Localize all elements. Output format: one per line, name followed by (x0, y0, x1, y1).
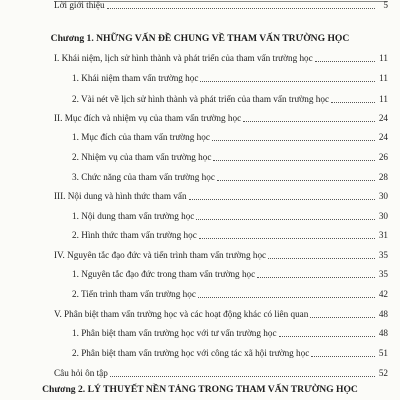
toc-entry-title: 2. Hình thức tham vấn trường học (72, 230, 197, 240)
toc-entry[interactable] (72, 94, 388, 105)
toc-entry[interactable] (54, 309, 388, 320)
toc-entry[interactable] (72, 230, 388, 241)
leader-dots (107, 8, 375, 9)
toc-entry-title: 2. Vài nét về lịch sử hình thành và phát triển của tham vấn trường học (72, 94, 330, 104)
leader-dots (279, 336, 375, 337)
toc-entry-page: 11 (379, 94, 388, 104)
toc-entry-title: I. Khái niệm, lịch sử hình thành và phát triển của tham vấn trường học (54, 53, 313, 63)
toc-entry-intro[interactable] (54, 0, 388, 11)
toc-entry-page: 11 (379, 53, 388, 63)
leader-dots (331, 102, 375, 103)
toc-entry-page: 30 (378, 191, 388, 201)
toc-entry-page: 52 (378, 368, 388, 378)
toc-entry[interactable] (54, 368, 388, 379)
toc-entry[interactable] (72, 132, 388, 143)
toc-entry-page: 5 (383, 0, 388, 10)
toc-entry-title: Lời giới thiệu (54, 0, 105, 10)
chapter-1-heading[interactable]: Chương 1. NHỮNG VẤN ĐỀ CHUNG VỀ THAM VẤN TRƯỜNG HỌC (50, 33, 350, 44)
toc-entry-title: 1. Khái niệm tham vấn trường học (72, 73, 199, 83)
leader-dots (212, 140, 375, 141)
toc-entry-title: Câu hỏi ôn tập (54, 368, 108, 378)
toc-entry[interactable] (54, 250, 388, 261)
leader-dots (196, 219, 375, 220)
leader-dots (257, 277, 375, 278)
toc-entry-page: 42 (378, 289, 388, 299)
toc-entry[interactable] (72, 211, 388, 222)
toc-entry-page: 48 (378, 309, 388, 319)
toc-entry[interactable] (72, 269, 388, 280)
leader-dots (110, 376, 375, 377)
toc-entry-title: V. Phân biệt tham vấn trường học và các hoạt động khác có liên quan (54, 309, 309, 319)
toc-entry-page: 11 (379, 73, 388, 83)
leader-dots (311, 356, 375, 357)
toc-entry-page: 24 (378, 132, 388, 142)
toc-entry-title: 1. Phân biệt tham vấn trường học với tư vấn trường học (72, 328, 277, 338)
leader-dots (217, 180, 375, 181)
toc-entry-title: 1. Nội dung tham vấn trường học (72, 211, 195, 221)
leader-dots (213, 160, 375, 161)
toc-entry-title: 3. Chức năng của tham vấn trường học (72, 172, 215, 182)
leader-dots (268, 258, 375, 259)
toc-entry-page: 35 (378, 269, 388, 279)
toc-entry-title: 1. Nguyên tắc đạo đức trong tham vấn trường học (72, 269, 256, 279)
toc-entry-page: 28 (378, 172, 388, 182)
toc-entry[interactable] (72, 172, 388, 183)
leader-dots (189, 199, 375, 200)
toc-entry[interactable] (54, 191, 388, 202)
toc-entry-title: 2. Tiến trình tham vấn trường học (72, 289, 196, 299)
toc-entry-title: III. Nội dung và hình thức tham vấn (54, 191, 187, 201)
toc-entry[interactable] (72, 73, 388, 84)
toc-entry-page: 48 (378, 328, 388, 338)
leader-dots (243, 121, 375, 122)
leader-dots (315, 61, 375, 62)
toc-entry-page: 30 (378, 211, 388, 221)
leader-dots (198, 297, 375, 298)
toc-entry[interactable] (72, 289, 388, 300)
toc-entry-page: 51 (378, 348, 388, 358)
toc-entry[interactable] (72, 348, 388, 359)
leader-dots (200, 81, 375, 82)
leader-dots (199, 238, 375, 239)
toc-entry-page: 26 (378, 152, 388, 162)
toc-entry[interactable] (72, 328, 388, 339)
toc-entry[interactable] (54, 53, 388, 64)
toc-entry-title: IV. Nguyên tắc đạo đức và tiến trình tham vấn trường học (54, 250, 267, 260)
toc-entry-title: 2. Phân biệt tham vấn trường học với công tác xã hội trường học (72, 348, 310, 358)
toc-entry[interactable] (72, 152, 388, 163)
toc-entry-page: 24 (378, 113, 388, 123)
chapter-2-heading[interactable]: Chương 2. LÝ THUYẾT NỀN TẢNG TRONG THAM VẤN TRƯỜNG HỌC (42, 384, 358, 395)
toc-entry-page: 35 (378, 250, 388, 260)
leader-dots (310, 317, 375, 318)
toc-entry[interactable] (54, 113, 388, 124)
toc-entry-title: II. Mục đích và nhiệm vụ của tham vấn trường học (54, 113, 242, 123)
toc-entry-title: 2. Nhiệm vụ của tham vấn trường học (72, 152, 212, 162)
toc-entry-page: 31 (378, 230, 388, 240)
toc-entry-title: 1. Mục đích của tham vấn trường học (72, 132, 210, 142)
